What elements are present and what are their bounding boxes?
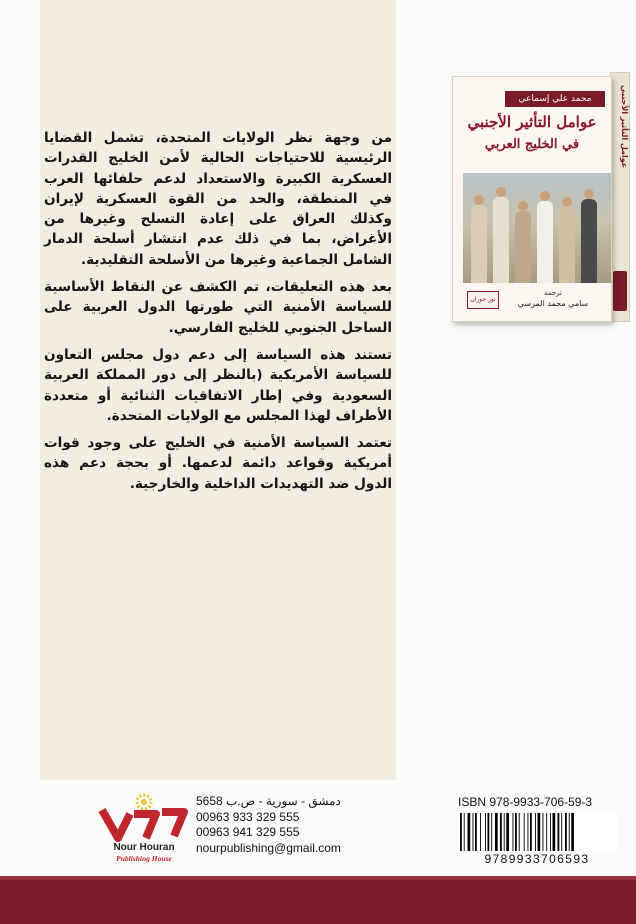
barcode-bar [513,813,514,851]
book-spine [610,72,630,322]
barcode-bar [550,813,551,851]
barcode-bar [480,813,481,851]
isbn-label: ISBN 978-9933-706-59-3 [458,795,593,809]
cover-title: عوامل التأثير الأجنبي [467,113,597,131]
barcode-bar [491,813,492,851]
book-front [452,76,612,322]
barcode-bar [569,813,570,851]
back-cover-text [44,128,392,501]
isbn-barcode [458,813,618,851]
barcode-bar [506,813,509,851]
barcode-bar [565,813,567,851]
bottom-band [0,876,636,924]
barcode-bar [468,813,471,851]
barcode-bar [495,813,498,851]
cover-photo [463,173,611,283]
barcode-bar [475,813,477,851]
barcode-bar [530,813,532,851]
paragraph-3: تستند هذه السياسة إلى دعم دول مجلس التعاون للسياسة الأمريكية (بالنظر إلى دور المملكة العربية السعودية وفي إطار الاتفاقيات الثنائية أو متعددة الأطراف لهذا المجلس مع الولايات المتحدة. [44,346,392,424]
barcode-bar [535,813,536,851]
publisher-phone-2: 00963 941 329 555 [196,825,300,840]
barcode-bar [504,813,505,851]
cover-publisher-mark: نور حوران [467,291,499,309]
barcode-bar [485,813,486,851]
figure-head [540,191,550,201]
publisher-phone-1: 00963 933 329 555 [196,809,300,824]
publisher-logo-icon [96,792,192,842]
cover-translator: سامي محمد المرسي [517,299,589,308]
cover-translator-label: ترجمة [544,289,562,297]
spine-badge [613,271,627,311]
barcode-bar [543,813,544,851]
barcode-bar [546,813,547,851]
figure [537,201,553,283]
figure [493,197,509,283]
figure-head [562,197,572,207]
paragraph-4: تعتمد السياسة الأمنية في الخليج على وجود قوات أمريكية وقواعد دائمة لدعمها. أو بحجة دعم هذه الدول ضد التهديدات الداخلية والخارجية. [44,435,392,492]
publisher-contact [196,794,396,856]
publisher-email: nourpublishing@gmail.com [196,840,341,855]
figure-head [584,189,594,199]
barcode-bar [553,813,556,851]
figure [515,211,531,283]
barcode-bar [464,813,465,851]
figure [581,199,597,283]
publisher-name: Nour Houran [113,842,175,853]
figure-head [474,195,484,205]
barcode-bar [515,813,517,851]
barcode-bar [488,813,490,851]
barcode-bar [519,813,520,851]
figure [559,207,575,283]
barcode-bar [524,813,525,851]
figure-head [518,201,528,211]
barcode-bar [460,813,462,851]
spine-title: عوامل التأثير الأجنبي [620,85,629,169]
paragraph-2: بعد هذه التعليقات، تم الكشف عن النقاط الأساسية للسياسة الأمنية التي طورتها الدول العربية على الساحل الجنوبي للخليج الفارسي. [44,279,392,336]
figure-head [496,187,506,197]
figure [471,205,487,283]
barcode-bar [558,813,560,851]
cover-subtitle: في الخليج العربي [484,137,580,152]
barcode-bar [528,813,529,851]
cover-author: محمد علي إسماعي [505,91,605,107]
publisher-logo [96,792,192,876]
bottom-band-highlight [0,876,636,880]
book-cover-thumbnail [452,66,630,324]
barcode-bar [473,813,474,851]
barcode-bar [500,813,502,851]
barcode-bar [538,813,541,851]
publisher-tagline: Publishing House [116,854,172,863]
barcode-bar [561,813,562,851]
barcode-digits: 9789933706593 [484,852,590,866]
barcode-bar [571,813,574,851]
publisher-address: دمشق - سورية - ص.ب 5658 [196,794,341,808]
paragraph-1: من وجهة نظر الولايات المتحدة، تشمل القضايا الرئيسية للاحتياجات الحالية لأمن الخليج القدرات العسكرية الكبيرة والاستعداد لدعم حلفائها العرب في المنطقة، والحد من القوة العسكرية لإيران وكذلك العراق على إعادة التسلح وغيرها من الأغراض، بما في ذلك عدم انتشار أسلحة الدمار الشامل الجماعية وغيرها من الأسلحة التقليدية. [44,130,392,268]
